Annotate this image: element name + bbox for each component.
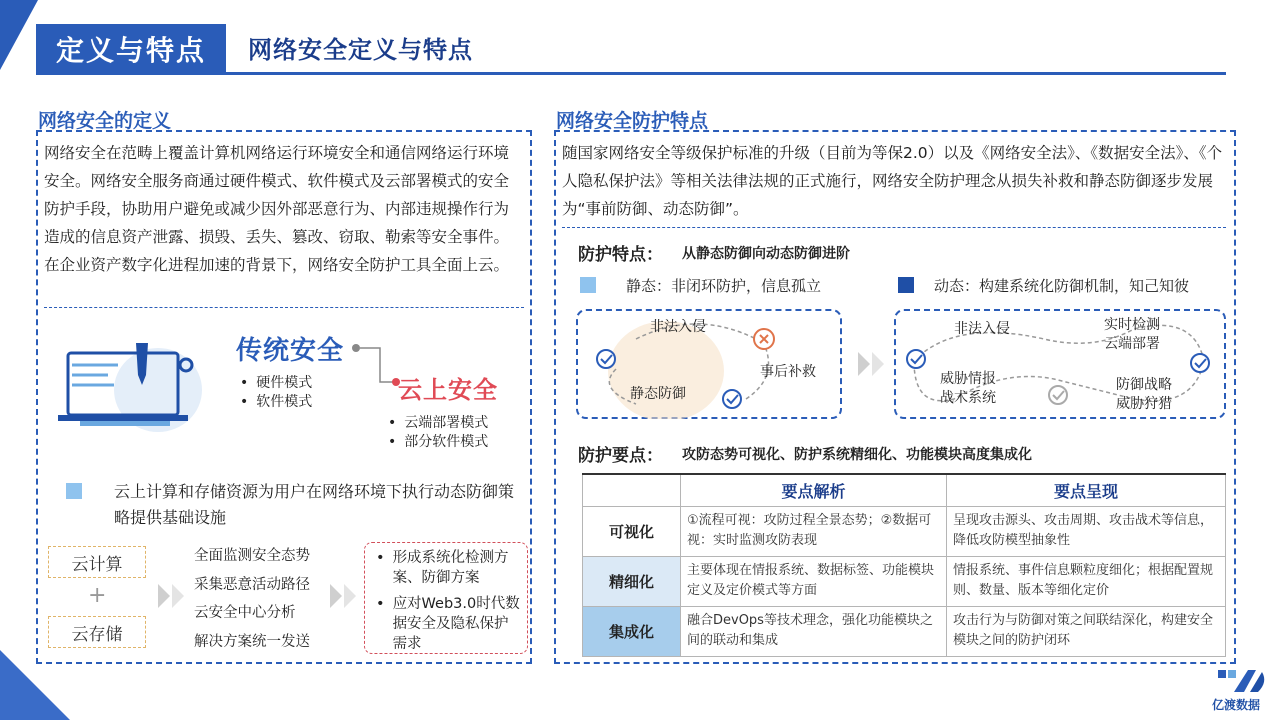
row-head: 精细化 (583, 556, 681, 606)
row-analysis: 融合DevOps等技术理念，强化功能模块之间的联动和集成 (681, 606, 947, 656)
right-section-title: 网络安全防护特点 (556, 110, 709, 132)
static-defense: 静态防御 (630, 386, 686, 402)
outcome-item: • 应对Web3.0时代数据安全及隐私保护需求 (376, 596, 520, 652)
step-list (194, 542, 310, 656)
arrow-chevron (158, 584, 184, 608)
dynamic-strat-2: 威胁狩猎 (1116, 396, 1172, 412)
cloud-note: 云上计算和存储资源为用户在网络环境下执行动态防御策略提供基础设施 (114, 482, 515, 527)
dynamic-legend: 动态：构建系统化防御机制，知己知彼 (934, 277, 1190, 295)
right-divider (562, 227, 1226, 228)
dynamic-intel-1: 威胁情报 (940, 371, 996, 387)
plus-sign: + (88, 583, 107, 608)
traditional-item: • 软件模式 (240, 393, 312, 412)
arrow-chevron (330, 584, 356, 608)
table-header (583, 474, 681, 506)
static-intrusion: 非法入侵 (650, 319, 706, 335)
dynamic-detect-2: 云端部署 (1104, 336, 1160, 352)
dynamic-intrusion: 非法入侵 (954, 321, 1010, 337)
definition-paragraph: 网络安全在范畴上覆盖计算机网络运行环境安全和通信网络运行环境安全。网络安全服务商通过硬件模式、软件模式及云部署模式的安全防护手段，协助用户避免或减少因外部恶意行为、内部违规操作行为造成的信息资产泄露、损毁、丢失、篡改、窃取、勒索等安全事件。在企业资产数字化进程加速的背景下，网络安全防护工具全面上云。 (44, 144, 510, 274)
dynamic-detect-1: 实时检测 (1104, 317, 1160, 333)
feature-title: 防护特点： (578, 245, 663, 265)
page-title: 网络安全定义与特点 (248, 36, 473, 64)
points-desc: 攻防态势可视化、防护系统精细化、功能模块高度集成化 (682, 447, 1032, 463)
table-header: 要点解析 (681, 474, 947, 506)
company-logo-icon (1214, 666, 1270, 696)
feature-desc: 从静态防御向动态防御进阶 (682, 246, 850, 262)
row-head: 集成化 (583, 606, 681, 656)
cloud-storage-box: 云存储 (48, 616, 146, 648)
row-presentation: 情报系统、事件信息颗粒度细化；根据配置规则、数量、版本等细化定价 (947, 556, 1226, 606)
dynamic-intel-2: 战术系统 (940, 390, 996, 406)
header-divider (36, 72, 1226, 75)
row-analysis: 主要体现在情报系统、数据标签、功能模块定义及定价模式等方面 (681, 556, 947, 606)
step-item: 云安全中心分析 (194, 605, 296, 621)
cloud-compute-box: 云计算 (48, 546, 146, 578)
static-legend: 静态：非闭环防护，信息孤立 (626, 277, 822, 295)
dynamic-strat-1: 防御战略 (1116, 377, 1172, 393)
traditional-security-label: 传统安全 (236, 336, 345, 366)
step-item: 采集恶意活动路径 (194, 576, 310, 593)
step-item: 解决方案统一发送 (194, 633, 310, 650)
bullet-square (66, 483, 82, 499)
row-head: 可视化 (583, 506, 681, 556)
cloud-item: • 云端部署模式 (388, 414, 488, 433)
arrow-chevron (858, 352, 884, 376)
corner-decoration-top (0, 0, 40, 80)
traditional-item: • 硬件模式 (240, 374, 312, 393)
row-analysis: ①流程可视：攻防过程全景态势；②数据可视：实时监测攻防表现 (681, 506, 947, 556)
row-presentation: 攻击行为与防御对策之间联结深化，构建安全模块之间的防护闭环 (947, 606, 1226, 656)
table-row (583, 556, 1226, 606)
outcome-list (376, 548, 522, 654)
static-legend-square (580, 277, 596, 293)
left-section-title: 网络安全的定义 (38, 110, 172, 132)
points-title: 防护要点： (578, 446, 663, 466)
cloud-security-label: 云上安全 (398, 376, 498, 404)
static-remedy: 事后补救 (760, 364, 816, 380)
points-table (582, 473, 1226, 657)
table-row (583, 506, 1226, 556)
left-divider (44, 307, 524, 308)
computer-illustration (58, 335, 208, 435)
cloud-item: • 部分软件模式 (388, 433, 488, 452)
outcome-item: • 形成系统化检测方案、防御方案 (376, 550, 509, 586)
dynamic-legend-square (898, 277, 914, 293)
row-presentation: 呈现攻击源头、攻击周期、攻击战术等信息，降低攻防模型抽象性 (947, 506, 1226, 556)
table-header: 要点呈现 (947, 474, 1226, 506)
features-paragraph: 随国家网络安全等级保护标准的升级（目前为等保2.0）以及《网络安全法》、《数据安全法》、《个人隐私保护法》等相关法律法规的正式施行，网络安全防护理念从损失补救和静态防御逐步发展为“事前防御、动态防御”。 (562, 144, 1223, 218)
step-item: 全面监测安全态势 (194, 548, 310, 564)
header-tab: 定义与特点 (36, 24, 226, 74)
company-logo-name: 亿渡数据 (1212, 698, 1261, 712)
table-row (583, 606, 1226, 656)
